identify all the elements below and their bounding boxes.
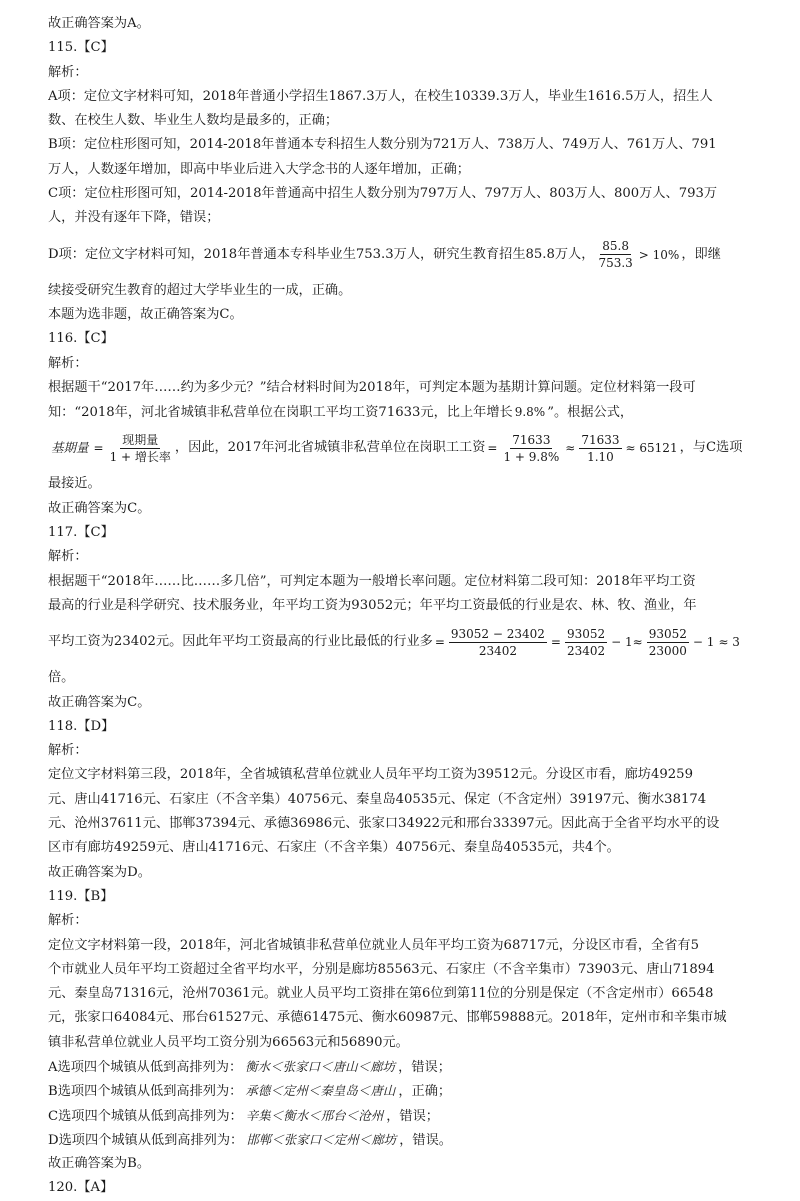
- formula-line: [48, 618, 756, 666]
- question-number: 120.【A】: [48, 1180, 114, 1196]
- analysis-label: 解析：: [48, 743, 88, 759]
- text-line: 元，张家口64084元、邢台61527元、承德61475元、衡水60987元、邯郸59888元。2018年，定州市和辛集市城: [48, 1010, 727, 1026]
- option-line-a: [48, 1055, 756, 1079]
- text-segment: 知：“2018年，河北省城镇非私营单位在岗职工平均工资71633元，比上年增长: [48, 405, 513, 421]
- math-text: =: [550, 635, 561, 650]
- formula-line: [48, 424, 756, 472]
- text-segment: D选项四个城镇从低到高排列为：: [48, 1132, 244, 1148]
- option-line-c: [48, 1104, 756, 1128]
- text-segment: ，错误；: [398, 1059, 451, 1075]
- analysis-label: 解析：: [48, 64, 88, 80]
- text-line: A项：定位文字材料可知，2018年普通小学招生1867.3万人，在校生10339.3万人，毕业生1616.5万人，招生人: [48, 88, 713, 104]
- denominator: 753.3: [598, 256, 633, 271]
- numerator: 93052: [648, 626, 687, 641]
- fraction: [449, 626, 547, 659]
- text-line: 根据题干“2018年……比……多几倍”，可判定本题为一般增长率问题。定位材料第二段可知：2018年平均工资: [48, 573, 696, 589]
- formula-line: [48, 231, 756, 279]
- numerator: 71633: [581, 432, 620, 447]
- fraction: [596, 238, 634, 271]
- text-line: 元、秦皇岛71316元，沧州70361元。就业人员平均工资排在第6位到第11位的分别是保定（不含定州市）66548: [48, 986, 714, 1002]
- math-text: − 1: [692, 635, 715, 650]
- fraction: [647, 626, 689, 659]
- math-text: =: [487, 441, 498, 456]
- text-segment: ，即继: [681, 246, 721, 262]
- document-page: [48, 12, 756, 1201]
- answer-line: 故正确答案为B。: [48, 1156, 151, 1172]
- text-line: 最接近。: [48, 476, 101, 492]
- text-segment: ”。根据公式，: [547, 405, 634, 421]
- numerator: 现期量: [122, 432, 159, 447]
- math-text: ≈ 3: [718, 635, 740, 650]
- text-segment: ，错误。: [399, 1132, 452, 1148]
- text-line: 数、在校生人数、毕业生人数均是最多的，正确；: [48, 113, 339, 129]
- math-text: ≈: [565, 441, 576, 456]
- formula-term: 基期量: [51, 440, 89, 456]
- text-segment: D项：定位文字材料可知，2018年普通本专科毕业生753.3万人，研究生教育招生85.8万人，: [48, 246, 595, 262]
- numerator: 85.8: [602, 239, 629, 254]
- ranking-sequence: 邯郸＜张家口＜定州＜廊坊: [246, 1131, 397, 1147]
- denominator: 23402: [566, 643, 606, 658]
- ranking-sequence: 衡水＜张家口＜唐山＜廊坊: [245, 1058, 396, 1074]
- denominator: 23402: [478, 643, 517, 658]
- text-segment: ，错误；: [386, 1108, 439, 1124]
- fraction: [565, 626, 607, 659]
- text-line: 万人，人数逐年增加，即高中毕业后进入大学念书的人逐年增加，正确；: [48, 161, 470, 177]
- text-line: 最高的行业是科学研究、技术服务业，年平均工资为93052元；年平均工资最低的行业是农、林、牧、渔业，年: [48, 597, 697, 613]
- answer-line: 故正确答案为C。: [48, 694, 151, 710]
- text-line: [48, 400, 756, 424]
- answer-line: 本题为选非题，故正确答案为C。: [48, 306, 243, 322]
- math-text: 9.8%: [514, 405, 546, 420]
- math-text: > 10%: [638, 247, 680, 262]
- fraction: [108, 432, 173, 465]
- text-line: 个市就业人员年平均工资超过全省平均水平，分别是廊坊85563元、石家庄（不含辛集市）73903元、唐山71894: [48, 961, 715, 977]
- text-line: B项：定位柱形图可知，2014-2018年普通本专科招生人数分别为721万人、738万人、749万人、761万人、791: [48, 137, 717, 153]
- text-segment: ，因此，2017年河北省城镇非私营单位在岗职工工资: [174, 440, 486, 456]
- text-line: 根据题干“2017年……约为多少元？”结合材料时间为2018年，可判定本题为基期计算问题。定位材料第一段可: [48, 379, 696, 395]
- question-number: 116.【C】: [48, 331, 114, 347]
- text-line: 元、唐山41716元、石家庄（不含辛集）40756元、秦皇岛40535元、保定（不含定州）39197元、衡水38174: [48, 791, 707, 807]
- question-number: 115.【C】: [48, 40, 114, 56]
- answer-line: 故正确答案为D。: [48, 864, 151, 880]
- text-line: 定位文字材料第一段，2018年，河北省城镇非私营单位就业人员年平均工资为68717元，分设区市看，全省有5: [48, 937, 699, 953]
- text-segment: 平均工资为23402元。因此年平均工资最高的行业比最低的行业多: [48, 634, 433, 650]
- denominator: 1 + 9.8%: [503, 449, 560, 464]
- denominator: 1.10: [587, 449, 614, 464]
- math-text: − 1≈: [611, 635, 643, 650]
- question-number: 117.【C】: [48, 525, 114, 541]
- answer-line: 故正确答案为A。: [48, 16, 150, 31]
- text-line: 人，并没有逐年下降，错误；: [48, 210, 220, 226]
- option-line-b: [48, 1079, 756, 1103]
- denominator: 23000: [648, 643, 687, 658]
- text-line: 倍。: [48, 670, 75, 686]
- numerator: 93052 − 23402: [450, 626, 545, 641]
- text-line: 区市有廊坊49259元、唐山41716元、石家庄（不含辛集）40756元、秦皇岛40535元，共4个。: [48, 840, 620, 856]
- fraction: [579, 432, 621, 465]
- text-segment: ，正确；: [398, 1084, 452, 1100]
- math-text: =: [434, 635, 445, 650]
- analysis-label: 解析：: [48, 913, 88, 929]
- numerator: 71633: [512, 432, 551, 447]
- ranking-sequence: 辛集＜衡水＜邢台＜沧州: [245, 1107, 384, 1123]
- math-text: =: [93, 441, 104, 456]
- fraction: [501, 432, 561, 465]
- text-segment: ，与C选项: [679, 440, 743, 456]
- analysis-label: 解析：: [48, 549, 88, 565]
- text-line: 元、沧州37611元、邯郸37394元、承德36986元、张家口34922元和邢台33397元。因此高于全省平均水平的设: [48, 816, 720, 832]
- text-segment: C选项四个城镇从低到高排列为：: [48, 1108, 243, 1124]
- question-number: 118.【D】: [48, 718, 115, 734]
- question-number: 119.【B】: [48, 888, 114, 904]
- numerator: 93052: [566, 626, 606, 641]
- text-line: 镇非私营单位就业人员平均工资分别为66563元和56890元。: [48, 1034, 409, 1050]
- text-segment: A选项四个城镇从低到高排列为：: [48, 1059, 243, 1075]
- answer-line: 故正确答案为C。: [48, 500, 151, 516]
- text-line: 续接受研究生教育的超过大学毕业生的一成，正确。: [48, 282, 352, 298]
- text-segment: B选项四个城镇从低到高排列为：: [48, 1084, 243, 1100]
- text-line: C项：定位柱形图可知，2014-2018年普通高中招生人数分别为797万人、797万人、803万人、800万人、793万: [48, 186, 718, 202]
- ranking-sequence: 承德＜定州＜秦皇岛＜唐山: [245, 1083, 396, 1099]
- text-line: 定位文字材料第三段，2018年，全省城镇私营单位就业人员年平均工资为39512元。分设区市看，廊坊49259: [48, 767, 693, 783]
- denominator: 1 + 增长率: [109, 449, 171, 464]
- math-text: ≈ 65121: [625, 441, 678, 456]
- analysis-label: 解析：: [48, 355, 88, 371]
